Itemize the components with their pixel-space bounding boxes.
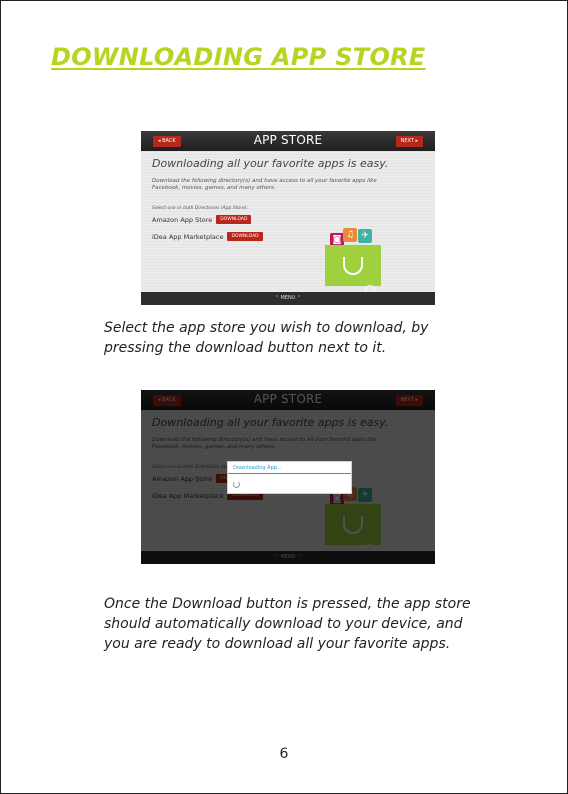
next-button: NEXT ▸ [396,136,423,147]
app-store-screenshot-2 [141,390,435,564]
shopping-bag-icon [325,227,381,286]
airplane-icon: ✈ [358,229,372,243]
store-row-idea [152,231,263,242]
back-button: ◂ BACK [153,136,181,147]
app-store-content [141,151,435,292]
store-row-amazon [152,214,251,225]
select-note: Select one or both Directories (App Store): [152,206,249,211]
app-store-topbar [141,131,435,151]
page-heading: DOWNLOADING APP STORE [51,43,426,71]
loading-spinner-icon [233,481,240,488]
app-store-description: Download the following directory(s) and have access to all your favorite apps like Facebook, movies, games, and many others. [152,178,377,191]
caption-select-store: Select the app store you wish to download, by pressing the download button next to it. [104,320,429,356]
app-store-screenshot-1 [141,131,435,305]
download-button: DOWNLOAD [227,232,262,241]
music-note-icon: ♫ [343,228,357,242]
store-name: Amazon App Store [152,215,213,224]
downloading-dialog [227,461,352,494]
caption-download-pressed: Once the Download button is pressed, the app store should automatically download to your device, and you are ready to download all your favorite apps. [104,596,471,652]
app-store-headline: Downloading all your favorite apps is easy. [152,157,389,170]
dialog-title: Downloading App... [233,465,282,471]
menu-bar: ⌃ MENU ⌃ [141,292,435,305]
download-button: DOWNLOAD [216,215,251,224]
app-store-title: APP STORE [253,133,323,147]
bag-body [325,245,381,286]
page-number: 6 [279,746,289,762]
bag-handle [343,257,363,275]
camera-icon: ◙ [330,233,344,247]
dialog-divider [228,473,351,474]
store-name: iDea App Marketplace [152,232,224,241]
